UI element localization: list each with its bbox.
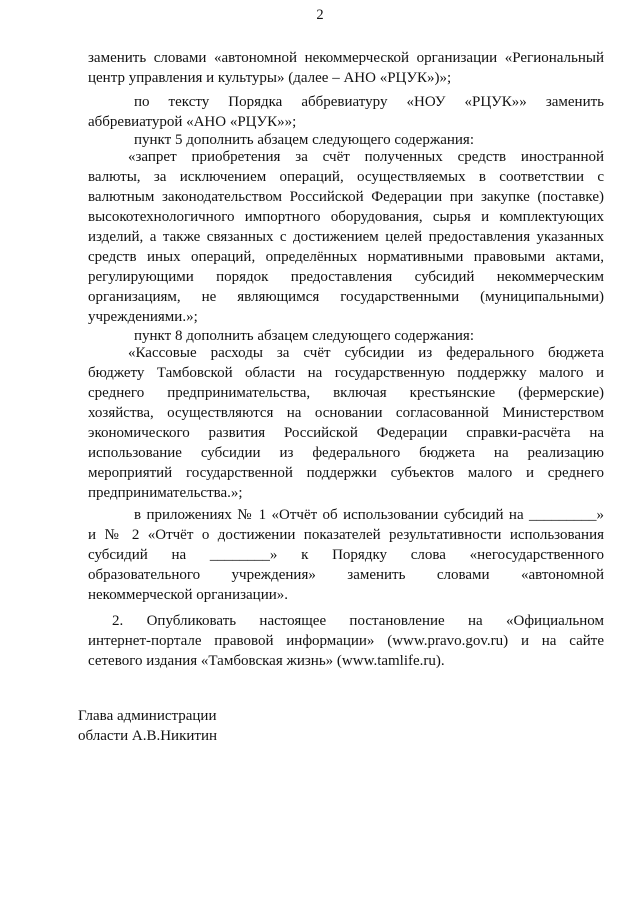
body-line: некоммерческой организации».: [88, 587, 289, 603]
body-line: субсидий на ________» к Порядку слова «негосударственного: [88, 547, 604, 563]
body-line: 2. Опубликовать настоящее постановление на «Официальном: [112, 613, 604, 629]
body-line: использование субсидии из федерального бюджета на реализацию: [88, 445, 604, 461]
body-line: в приложениях № 1 «Отчёт об использовании субсидий на _________»: [134, 507, 604, 523]
body-line: предпринимательства.»;: [88, 485, 243, 501]
body-line: пункт 8 дополнить абзацем следующего содержания:: [134, 328, 474, 344]
body-line: экономического развития Российской Федерации справки-расчёта на: [88, 425, 604, 441]
body-line: изделий, а также связанных с достижением целей предоставления указанных: [88, 229, 604, 245]
body-line: аббревиатурой «АНО «РЦУК»»;: [88, 114, 297, 130]
body-line: образовательного учреждения» заменить словами «автономной: [88, 567, 604, 583]
body-line: мероприятий государственной поддержки субъектов малого и среднего: [88, 465, 604, 481]
body-line: учреждениями.»;: [88, 309, 198, 325]
body-line: валютным законодательством Российской Федерации при закупке (поставке): [88, 189, 604, 205]
body-line: бюджету Тамбовской области на государственную поддержку малого и: [88, 365, 604, 381]
body-line: пункт 5 дополнить абзацем следующего содержания:: [134, 132, 474, 148]
body-line: высокотехнологичного импортного оборудования, сырья и комплектующих: [88, 209, 604, 225]
body-line: «запрет приобретения за счёт полученных средств иностранной: [128, 149, 604, 165]
signature-name: области А.В.Никитин: [78, 728, 218, 744]
body-line: заменить словами «автономной некоммерческой организации «Региональный: [88, 50, 604, 66]
body-line: валюты, за исключением операций, осуществляемых в соответствии с: [88, 169, 604, 185]
body-line: регулирующими порядок предоставления субсидий некоммерческим: [88, 269, 604, 285]
body-line: интернет-портале правовой информации» (www.pravo.gov.ru) и на сайте: [88, 633, 604, 649]
body-line: «Кассовые расходы за счёт субсидии из федерального бюджета: [128, 345, 604, 361]
page-number: 2: [316, 7, 324, 23]
body-line: организациям, не являющимся государственными (муниципальными): [88, 289, 604, 305]
body-line: сетевого издания «Тамбовская жизнь» (www.tamlife.ru).: [88, 653, 445, 669]
body-line: средств иных операций, определённых нормативными правовыми актами,: [88, 249, 604, 265]
signature-title: Глава администрации: [78, 708, 217, 724]
body-line: по тексту Порядка аббревиатуру «НОУ «РЦУК»» заменить: [134, 94, 604, 110]
body-line: среднего предпринимательства, включая крестьянские (фермерские): [88, 385, 604, 401]
body-line: центр управления и культуры» (далее – АНО «РЦУК»)»;: [88, 70, 452, 86]
body-line: хозяйства, осуществляются на основании согласованной Министерством: [88, 405, 604, 421]
body-line: и № 2 «Отчёт о достижении показателей результативности использования: [88, 527, 604, 543]
